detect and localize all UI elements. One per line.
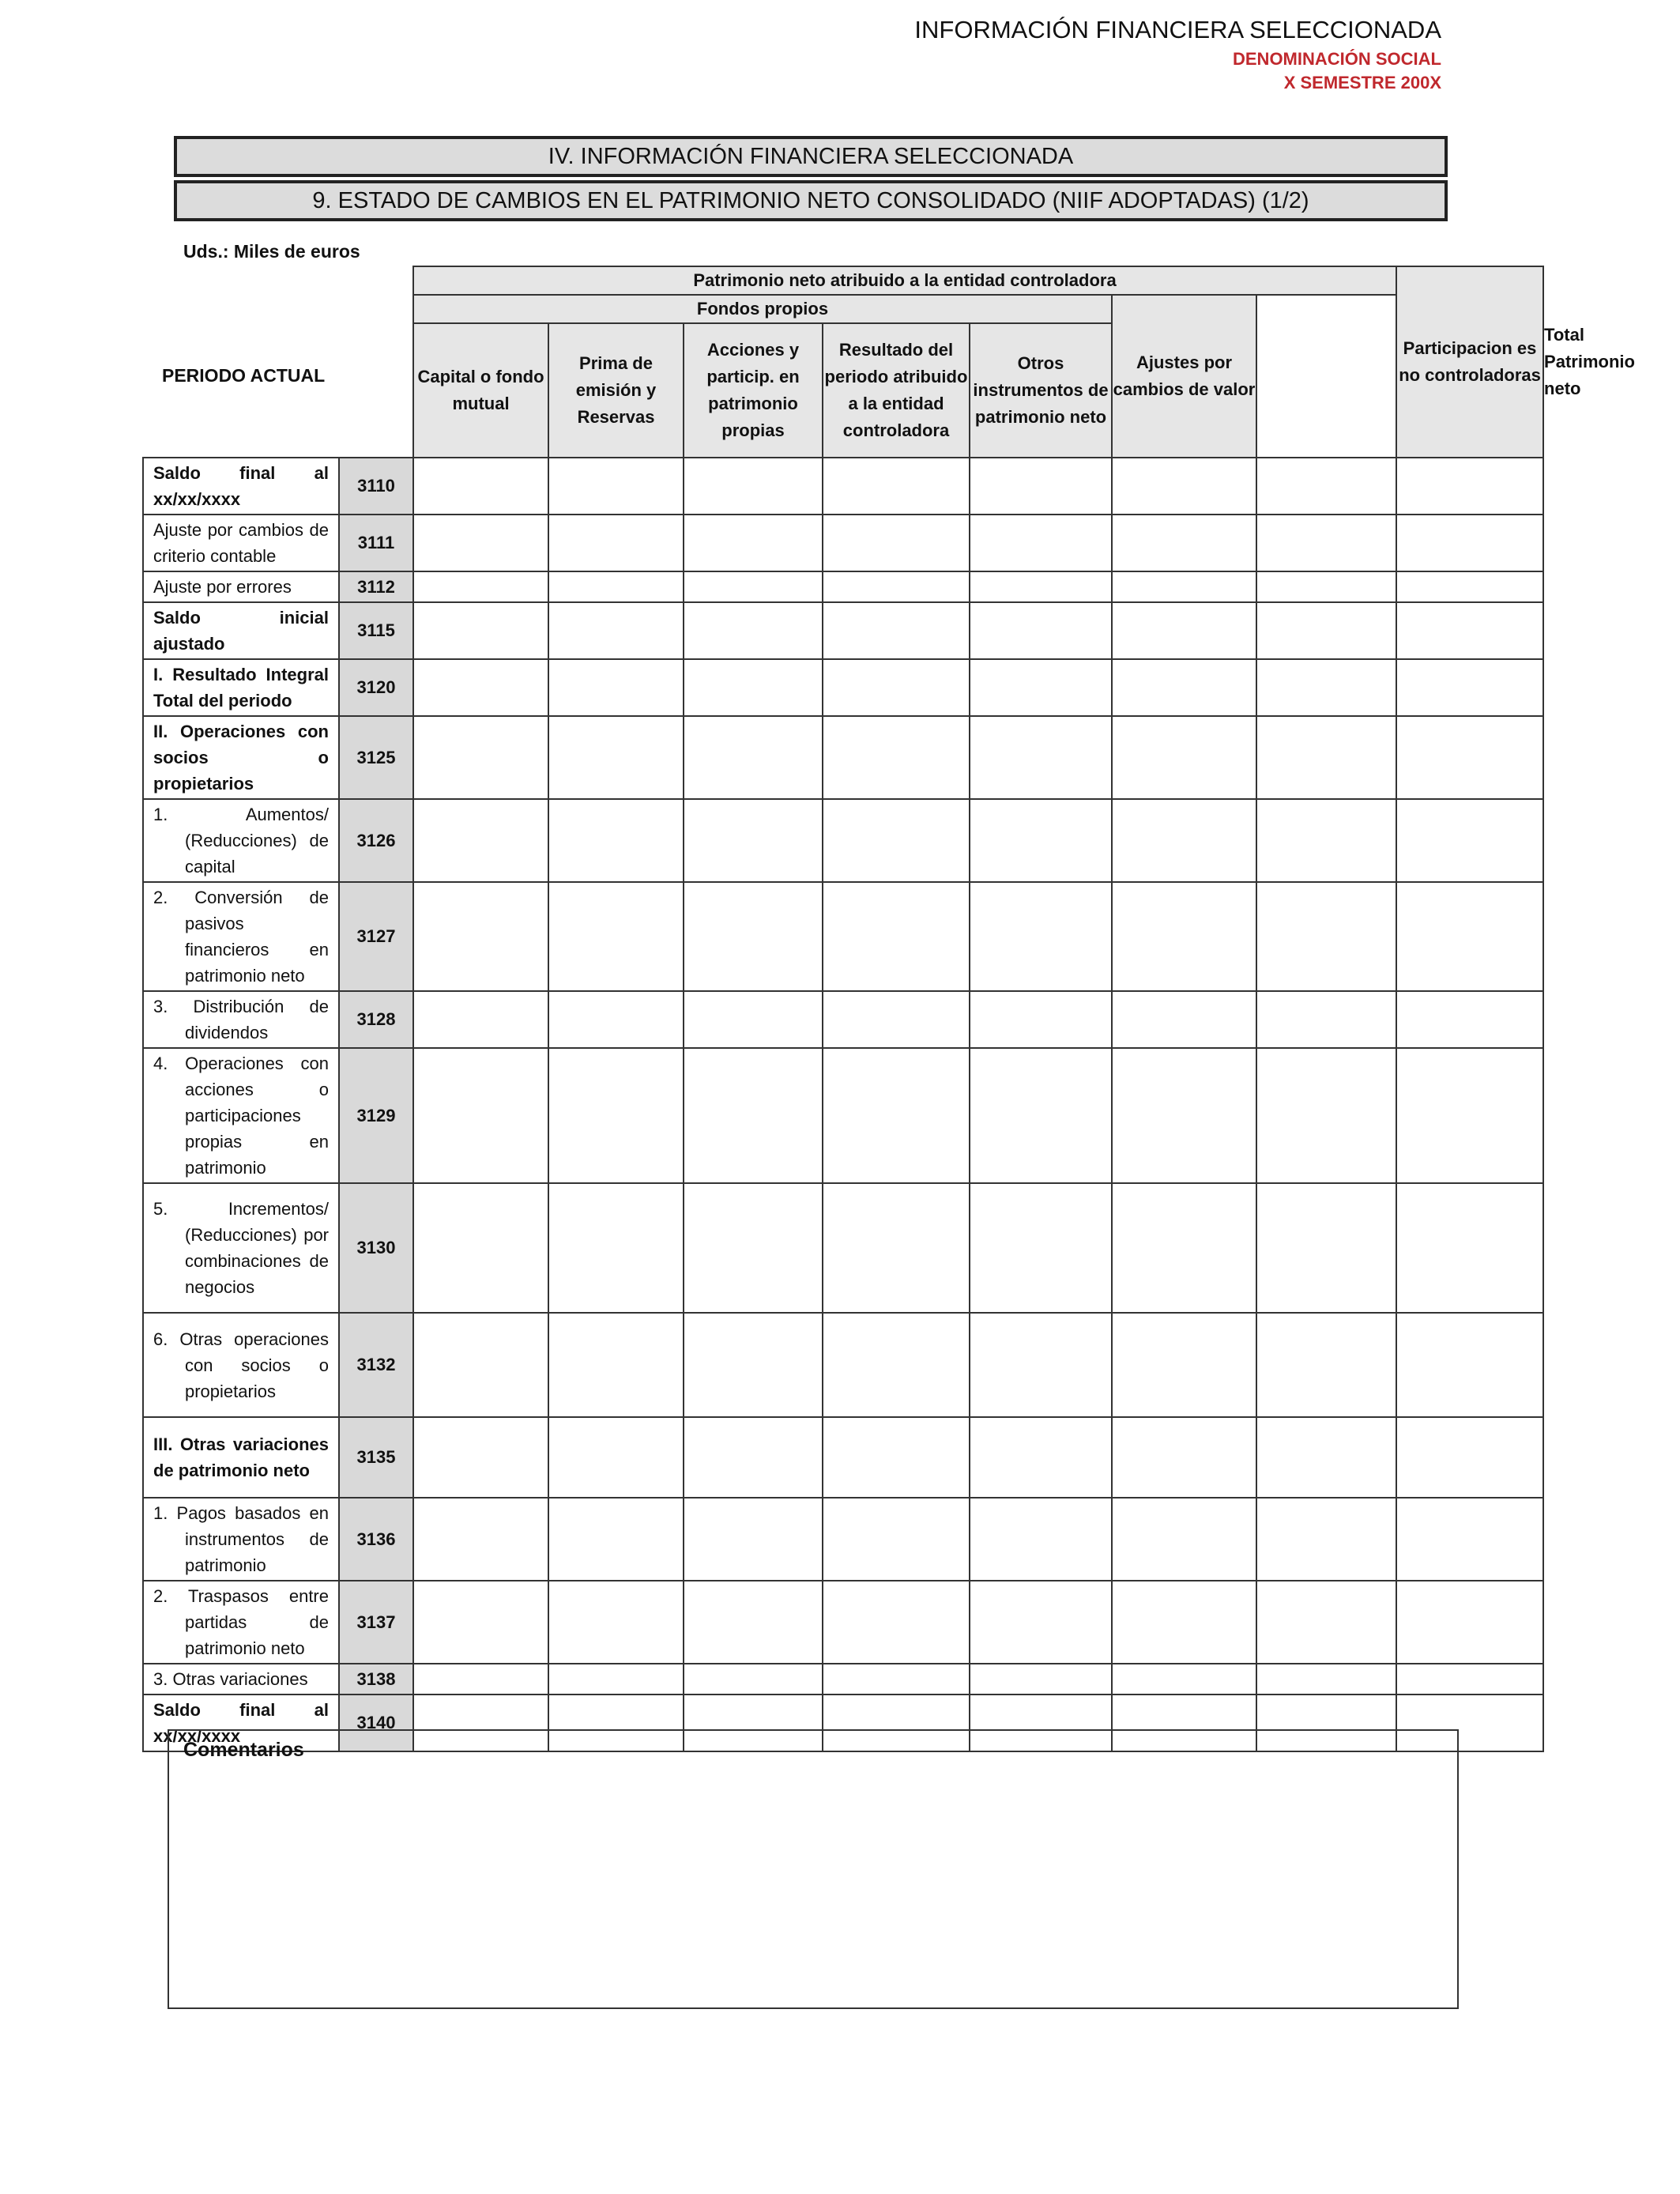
data-cell[interactable]: [1112, 1581, 1256, 1664]
data-cell[interactable]: [1256, 991, 1396, 1048]
data-cell[interactable]: [413, 1417, 548, 1498]
data-cell[interactable]: [1396, 659, 1543, 716]
row-label: II. Operaciones con socios o propietarios: [143, 716, 339, 799]
data-cell[interactable]: [970, 1183, 1112, 1313]
data-cell[interactable]: [970, 1048, 1112, 1183]
row-code: 3129: [339, 1048, 413, 1183]
table-row: [143, 991, 1543, 1048]
data-cell[interactable]: [1112, 991, 1256, 1048]
row-label: 1. Pagos basados en instrumentos de patrimonio: [143, 1498, 339, 1581]
table-row: [143, 1183, 1543, 1313]
data-cell[interactable]: [970, 515, 1112, 571]
data-cell[interactable]: [1112, 799, 1256, 882]
data-cell[interactable]: [413, 458, 548, 515]
data-cell[interactable]: [684, 882, 823, 991]
data-cell[interactable]: [970, 1313, 1112, 1417]
row-label: 2. Traspasos entre partidas de patrimonio neto: [143, 1581, 339, 1664]
column-header: Otros instrumentos de patrimonio neto: [970, 323, 1112, 458]
data-cell[interactable]: [684, 602, 823, 659]
data-cell[interactable]: [823, 1417, 970, 1498]
data-cell[interactable]: [1256, 882, 1396, 991]
data-cell[interactable]: [823, 571, 970, 602]
data-cell[interactable]: [823, 1581, 970, 1664]
row-code: 3137: [339, 1581, 413, 1664]
data-cell[interactable]: [684, 991, 823, 1048]
column-header: Ajustes por cambios de valor: [1112, 295, 1256, 458]
data-cell[interactable]: [1112, 1498, 1256, 1581]
column-header: Resultado del periodo atribuido a la entidad controladora: [823, 323, 970, 458]
data-cell[interactable]: [823, 1048, 970, 1183]
data-cell[interactable]: [970, 716, 1112, 799]
data-cell[interactable]: [548, 602, 684, 659]
data-cell[interactable]: [1256, 799, 1396, 882]
comments-title: Comentarios: [183, 1739, 304, 1761]
data-cell[interactable]: [413, 659, 548, 716]
table-row: [143, 1498, 1543, 1581]
data-cell[interactable]: [1396, 515, 1543, 571]
data-cell[interactable]: [1396, 1581, 1543, 1664]
data-cell[interactable]: [548, 1664, 684, 1695]
data-cell[interactable]: [823, 991, 970, 1048]
data-cell[interactable]: [1256, 1417, 1396, 1498]
row-label: Saldo final al xx/xx/xxxx: [143, 1695, 339, 1751]
data-cell[interactable]: [1396, 1417, 1543, 1498]
data-cell[interactable]: [684, 515, 823, 571]
column-header: Acciones y particip. en patrimonio propias: [684, 323, 823, 458]
group-header: Patrimonio neto atribuido a la entidad controladora: [413, 266, 1396, 295]
data-cell[interactable]: [1256, 1664, 1396, 1695]
equity-changes-table: Patrimonio neto atribuido a la entidad controladora Participacion es no controladoras Total Patrimonio neto PERIODO ACTUAL Fondos propios Ajustes por cambios de valor Capital o fondo mutual Prima de emisión y Reservas Acciones y particip. en patrimonio propias Resultado del periodo atribuido a la entidad controladora Otros instrumentos de patrimonio neto Saldo final al xx/xx/xxxx 3110 Ajuste por cambios de criterio contable 3111 Ajuste por errores 3112 Saldo inicial ajustado 3115 I. Resultado Integral Total del periodo 3120 II. Operaciones con socios o propietarios 3125 1. Aumentos/ (Reducciones) de capital 3126 2. Conversión de pasivos financieros en patrimonio neto 3127 3. Distribución de dividendos 3128 4. Operaciones con acciones o participaciones propias en patrimonio 3129 5. Incrementos/ (Reducciones) por combinaciones de negocios 3130 6. Otras operaciones con socios o propietarios 3132 III. Otras variaciones de patrimonio neto 3135 1. Pagos basados en instrumentos de patrimonio 3136 2. Traspasos entre partidas de patrimonio neto 3137 3. Otras variaciones 3138 Saldo final al xx/xx/xxxx 3140: [142, 266, 1544, 1752]
data-cell[interactable]: [1112, 602, 1256, 659]
row-label: 3. Otras variaciones: [143, 1664, 339, 1695]
data-cell[interactable]: [823, 1664, 970, 1695]
data-cell[interactable]: [823, 799, 970, 882]
data-cell[interactable]: [684, 571, 823, 602]
data-cell[interactable]: [970, 1581, 1112, 1664]
data-cell[interactable]: [1396, 799, 1543, 882]
data-cell[interactable]: [1396, 458, 1543, 515]
data-cell[interactable]: [684, 1183, 823, 1313]
data-cell[interactable]: [970, 1498, 1112, 1581]
data-cell[interactable]: [823, 602, 970, 659]
row-code: 3128: [339, 991, 413, 1048]
row-label: Saldo final al xx/xx/xxxx: [143, 458, 339, 515]
data-cell[interactable]: [1256, 1313, 1396, 1417]
data-cell[interactable]: [1396, 1048, 1543, 1183]
data-cell[interactable]: [413, 515, 548, 571]
data-cell[interactable]: [970, 991, 1112, 1048]
data-cell[interactable]: [823, 1313, 970, 1417]
table-row: [143, 571, 1543, 602]
data-cell[interactable]: [970, 799, 1112, 882]
data-cell[interactable]: [823, 659, 970, 716]
row-code: 3138: [339, 1664, 413, 1695]
data-cell[interactable]: [1112, 882, 1256, 991]
data-cell[interactable]: [413, 1183, 548, 1313]
units-label: Uds.: Miles de euros: [183, 241, 360, 262]
data-cell[interactable]: [1256, 659, 1396, 716]
table-row: [143, 1313, 1543, 1417]
data-cell[interactable]: [684, 1313, 823, 1417]
data-cell[interactable]: [1256, 1048, 1396, 1183]
data-cell[interactable]: [1256, 1183, 1396, 1313]
data-cell[interactable]: [1396, 1313, 1543, 1417]
row-code: 3112: [339, 571, 413, 602]
data-cell[interactable]: [548, 515, 684, 571]
data-cell[interactable]: [1396, 1498, 1543, 1581]
row-label: I. Resultado Integral Total del periodo: [143, 659, 339, 716]
data-cell[interactable]: [548, 882, 684, 991]
data-cell[interactable]: [1112, 1664, 1256, 1695]
table-row: [143, 515, 1543, 571]
data-cell[interactable]: [1112, 458, 1256, 515]
row-label: Ajuste por cambios de criterio contable: [143, 515, 339, 571]
data-cell[interactable]: [1112, 515, 1256, 571]
data-cell[interactable]: [548, 1183, 684, 1313]
table-row: [143, 716, 1543, 799]
row-code: 3135: [339, 1417, 413, 1498]
data-cell[interactable]: [548, 1048, 684, 1183]
data-cell[interactable]: [413, 1498, 548, 1581]
data-cell[interactable]: [970, 882, 1112, 991]
data-cell[interactable]: [413, 882, 548, 991]
data-cell[interactable]: [1396, 991, 1543, 1048]
data-cell[interactable]: [1256, 458, 1396, 515]
data-cell[interactable]: [684, 1498, 823, 1581]
row-label: Saldo inicial ajustado: [143, 602, 339, 659]
data-cell[interactable]: [970, 1417, 1112, 1498]
data-cell[interactable]: [548, 458, 684, 515]
data-cell[interactable]: [548, 991, 684, 1048]
row-code: 3130: [339, 1183, 413, 1313]
data-cell[interactable]: [413, 991, 548, 1048]
data-cell[interactable]: [823, 882, 970, 991]
row-code: 3132: [339, 1313, 413, 1417]
table-row: [143, 458, 1543, 515]
data-cell[interactable]: [413, 1313, 548, 1417]
data-cell[interactable]: [970, 571, 1112, 602]
row-code: 3127: [339, 882, 413, 991]
data-cell[interactable]: [1396, 571, 1543, 602]
data-cell[interactable]: [413, 1581, 548, 1664]
data-cell[interactable]: [1256, 602, 1396, 659]
row-code: 3115: [339, 602, 413, 659]
data-cell[interactable]: [1396, 882, 1543, 991]
data-cell[interactable]: [684, 458, 823, 515]
column-header: Prima de emisión y Reservas: [548, 323, 684, 458]
data-cell[interactable]: [684, 799, 823, 882]
row-code: 3136: [339, 1498, 413, 1581]
row-code: 3120: [339, 659, 413, 716]
data-cell[interactable]: [548, 1313, 684, 1417]
data-cell[interactable]: [1112, 1417, 1256, 1498]
table-row: [143, 882, 1543, 991]
row-label: 5. Incrementos/ (Reducciones) por combinaciones de negocios: [143, 1183, 339, 1313]
data-cell[interactable]: [413, 1048, 548, 1183]
row-code: 3110: [339, 458, 413, 515]
data-cell[interactable]: [823, 515, 970, 571]
data-cell[interactable]: [548, 571, 684, 602]
row-label: 1. Aumentos/ (Reducciones) de capital: [143, 799, 339, 882]
data-cell[interactable]: [1396, 1183, 1543, 1313]
data-cell[interactable]: [684, 1417, 823, 1498]
data-cell[interactable]: [823, 716, 970, 799]
row-label: 2. Conversión de pasivos financieros en patrimonio neto: [143, 882, 339, 991]
data-cell[interactable]: [684, 716, 823, 799]
row-code: 3140: [339, 1695, 413, 1751]
data-cell[interactable]: [548, 1417, 684, 1498]
data-cell[interactable]: [413, 1664, 548, 1695]
data-cell[interactable]: [1112, 571, 1256, 602]
document-header-title: INFORMACIÓN FINANCIERA SELECCIONADA: [914, 16, 1441, 43]
data-cell[interactable]: [1256, 571, 1396, 602]
table-row: [143, 659, 1543, 716]
column-header: Capital o fondo mutual: [413, 323, 548, 458]
data-cell[interactable]: [684, 659, 823, 716]
data-cell[interactable]: [413, 799, 548, 882]
data-cell[interactable]: [1112, 1313, 1256, 1417]
row-label: III. Otras variaciones de patrimonio neto: [143, 1417, 339, 1498]
data-cell[interactable]: [548, 716, 684, 799]
data-cell[interactable]: [1112, 1048, 1256, 1183]
data-cell[interactable]: [970, 458, 1112, 515]
data-cell[interactable]: [684, 1048, 823, 1183]
section-subtitle: 9. ESTADO DE CAMBIOS EN EL PATRIMONIO NETO CONSOLIDADO (NIIF ADOPTADAS) (1/2): [174, 180, 1448, 221]
row-code: 3126: [339, 799, 413, 882]
data-cell[interactable]: [823, 458, 970, 515]
data-cell[interactable]: [548, 799, 684, 882]
row-label: 4. Operaciones con acciones o participaciones propias en patrimonio: [143, 1048, 339, 1183]
header-spacer: [143, 266, 413, 295]
subgroup-header: Fondos propios: [413, 295, 1112, 323]
data-cell[interactable]: [684, 1664, 823, 1695]
row-code: 3125: [339, 716, 413, 799]
data-cell[interactable]: [1256, 1581, 1396, 1664]
data-cell[interactable]: [1112, 659, 1256, 716]
data-cell[interactable]: [548, 659, 684, 716]
data-cell[interactable]: [684, 1581, 823, 1664]
table-row: [143, 1417, 1543, 1498]
report-period: X SEMESTRE 200X: [1283, 73, 1441, 92]
data-cell[interactable]: [823, 1183, 970, 1313]
comments-box[interactable]: [168, 1729, 1459, 2009]
data-cell[interactable]: [413, 571, 548, 602]
data-cell[interactable]: [413, 602, 548, 659]
table-row: [143, 1581, 1543, 1664]
period-label: PERIODO ACTUAL: [162, 365, 326, 386]
table-row: [143, 1664, 1543, 1695]
data-cell[interactable]: [548, 1581, 684, 1664]
data-cell[interactable]: [548, 1498, 684, 1581]
data-cell[interactable]: [1396, 716, 1543, 799]
data-cell[interactable]: [413, 716, 548, 799]
table-row: [143, 799, 1543, 882]
data-cell[interactable]: [823, 1498, 970, 1581]
data-cell[interactable]: [970, 1664, 1112, 1695]
row-label: 6. Otras operaciones con socios o propietarios: [143, 1313, 339, 1417]
column-header: Participacion es no controladoras: [1396, 266, 1543, 458]
data-cell[interactable]: [970, 659, 1112, 716]
data-cell[interactable]: [1396, 602, 1543, 659]
data-cell[interactable]: [1256, 716, 1396, 799]
data-cell[interactable]: [1256, 1498, 1396, 1581]
data-cell[interactable]: [1112, 1183, 1256, 1313]
data-cell[interactable]: [970, 602, 1112, 659]
section-title: IV. INFORMACIÓN FINANCIERA SELECCIONADA: [174, 136, 1448, 177]
data-cell[interactable]: [1396, 1664, 1543, 1695]
table-row: [143, 602, 1543, 659]
row-code: 3111: [339, 515, 413, 571]
company-name: DENOMINACIÓN SOCIAL: [1233, 49, 1441, 69]
data-cell[interactable]: [1256, 515, 1396, 571]
row-label: 3. Distribución de dividendos: [143, 991, 339, 1048]
table-row: [143, 1048, 1543, 1183]
data-cell[interactable]: [1112, 716, 1256, 799]
row-label: Ajuste por errores: [143, 571, 339, 602]
